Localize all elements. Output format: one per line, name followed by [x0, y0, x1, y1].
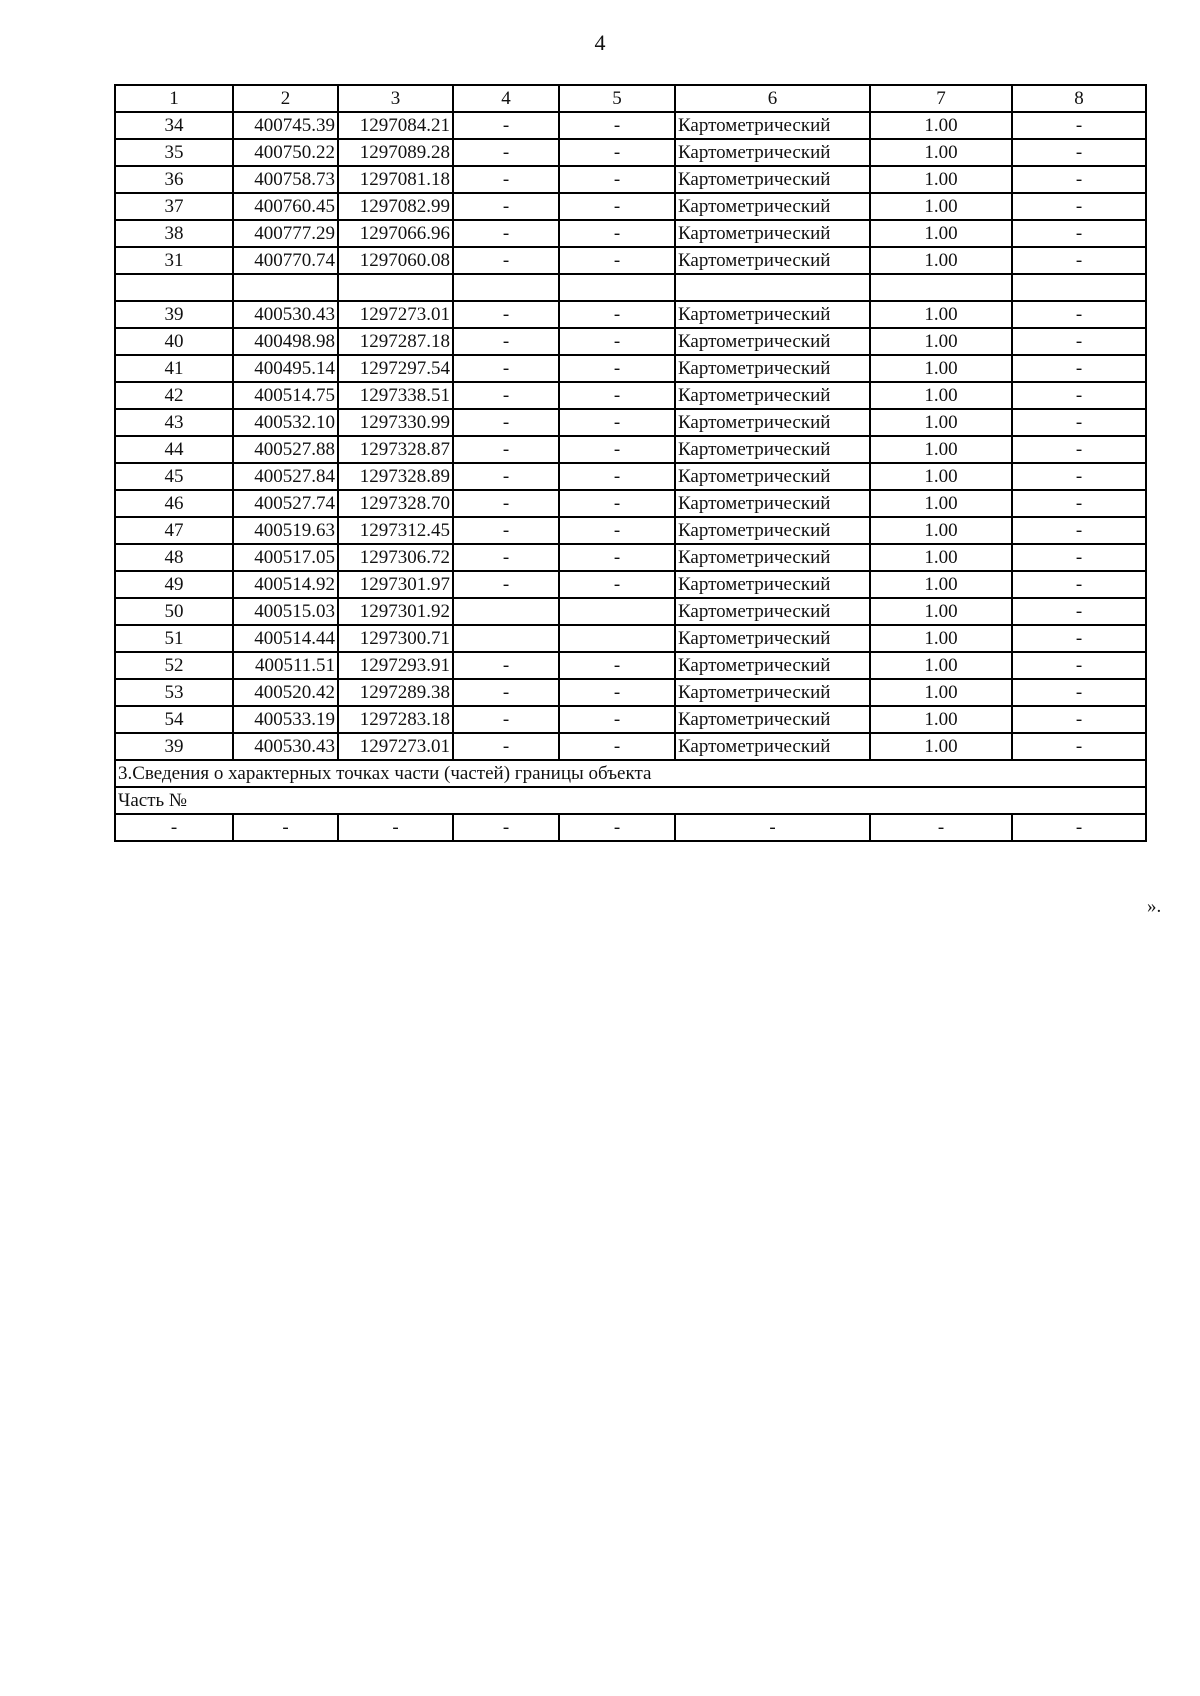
table-cell: -: [453, 463, 559, 490]
table-cell: 1297084.21: [338, 112, 453, 139]
table-cell: Картометрический: [675, 139, 870, 166]
table-cell: -: [1012, 544, 1146, 571]
table-cell: [338, 274, 453, 301]
table-cell: [675, 274, 870, 301]
table-cell: -: [453, 112, 559, 139]
header-cell: 6: [675, 85, 870, 112]
table-cell: 1.00: [870, 625, 1012, 652]
table-cell: Картометрический: [675, 733, 870, 760]
table-cell: [453, 625, 559, 652]
table-cell: Картометрический: [675, 166, 870, 193]
table-cell: 400760.45: [233, 193, 338, 220]
table-row: [115, 517, 1146, 544]
table-cell: 1297082.99: [338, 193, 453, 220]
table-cell: 1297306.72: [338, 544, 453, 571]
table-cell: Картометрический: [675, 409, 870, 436]
table-cell: 400770.74: [233, 247, 338, 274]
table-cell: -: [559, 409, 675, 436]
table-cell: -: [1012, 112, 1146, 139]
header-cell: 1: [115, 85, 233, 112]
table-cell: -: [1012, 733, 1146, 760]
table-cell: -: [1012, 247, 1146, 274]
table-row: [115, 166, 1146, 193]
table-cell: 1297089.28: [338, 139, 453, 166]
table-cell: -: [453, 652, 559, 679]
table-cell: Картометрический: [675, 625, 870, 652]
table-cell: 1.00: [870, 139, 1012, 166]
table-cell: -: [453, 814, 559, 841]
table-cell: -: [338, 814, 453, 841]
table-cell: 48: [115, 544, 233, 571]
table-row: [115, 571, 1146, 598]
table-cell: 1297328.70: [338, 490, 453, 517]
table-cell: [559, 598, 675, 625]
table-cell: 400520.42: [233, 679, 338, 706]
table-cell: -: [453, 301, 559, 328]
table-cell: Картометрический: [675, 571, 870, 598]
table-row: [115, 274, 1146, 301]
table-cell: 1.00: [870, 733, 1012, 760]
section-title-row: [115, 760, 1146, 787]
table-row: [115, 139, 1146, 166]
table-cell: 400527.88: [233, 436, 338, 463]
table-cell: Картометрический: [675, 247, 870, 274]
table-cell: 1.00: [870, 112, 1012, 139]
table-cell: -: [559, 652, 675, 679]
table-cell: -: [453, 409, 559, 436]
table-row: [115, 409, 1146, 436]
header-cell: 4: [453, 85, 559, 112]
table-row: [115, 544, 1146, 571]
table-cell: 49: [115, 571, 233, 598]
table-cell: 40: [115, 328, 233, 355]
part-label: Часть №: [115, 787, 1146, 814]
table-cell: 1.00: [870, 706, 1012, 733]
table-cell: [559, 274, 675, 301]
table-cell: 54: [115, 706, 233, 733]
header-cell: 8: [1012, 85, 1146, 112]
table-cell: 31: [115, 247, 233, 274]
table-cell: 45: [115, 463, 233, 490]
table-cell: 400532.10: [233, 409, 338, 436]
coordinates-table: [114, 84, 1147, 842]
table-cell: 37: [115, 193, 233, 220]
table-cell: -: [1012, 652, 1146, 679]
table-row: [115, 382, 1146, 409]
table-cell: -: [559, 166, 675, 193]
table-cell: -: [559, 328, 675, 355]
table-cell: 53: [115, 679, 233, 706]
table-cell: Картометрический: [675, 382, 870, 409]
table-cell: -: [559, 679, 675, 706]
table-cell: 50: [115, 598, 233, 625]
table-cell: 1.00: [870, 571, 1012, 598]
table-cell: 1.00: [870, 463, 1012, 490]
header-cell: 7: [870, 85, 1012, 112]
table-cell: 1.00: [870, 301, 1012, 328]
table-cell: Картометрический: [675, 679, 870, 706]
table-cell: -: [559, 517, 675, 544]
final-row: [115, 814, 1146, 841]
table-cell: 400527.74: [233, 490, 338, 517]
table-cell: -: [559, 112, 675, 139]
table-cell: -: [453, 517, 559, 544]
table-cell: Картометрический: [675, 652, 870, 679]
table-cell: -: [453, 544, 559, 571]
table-cell: 400527.84: [233, 463, 338, 490]
table-cell: -: [1012, 139, 1146, 166]
table-cell: Картометрический: [675, 463, 870, 490]
table-cell: -: [453, 220, 559, 247]
table-cell: -: [1012, 598, 1146, 625]
table-cell: 1297293.91: [338, 652, 453, 679]
table-cell: -: [1012, 355, 1146, 382]
table-cell: -: [453, 139, 559, 166]
table-cell: 1.00: [870, 652, 1012, 679]
table-row: [115, 328, 1146, 355]
table-cell: 400495.14: [233, 355, 338, 382]
table-row: [115, 301, 1146, 328]
table-cell: Картометрический: [675, 598, 870, 625]
table-cell: Картометрический: [675, 301, 870, 328]
table-cell: 1.00: [870, 436, 1012, 463]
table-cell: 1297300.71: [338, 625, 453, 652]
table-cell: -: [559, 490, 675, 517]
table-cell: [870, 274, 1012, 301]
table-cell: 1297312.45: [338, 517, 453, 544]
table-cell: -: [559, 193, 675, 220]
table-cell: 1.00: [870, 328, 1012, 355]
table-cell: 1297066.96: [338, 220, 453, 247]
table-cell: [559, 625, 675, 652]
table-cell: -: [559, 544, 675, 571]
table-cell: -: [453, 193, 559, 220]
table-row: [115, 220, 1146, 247]
table-row: [115, 733, 1146, 760]
table-cell: 52: [115, 652, 233, 679]
table-cell: 400514.92: [233, 571, 338, 598]
section-title: 3.Сведения о характерных точках части (частей) границы объекта: [115, 760, 1146, 787]
table-cell: 400514.75: [233, 382, 338, 409]
table-cell: -: [559, 220, 675, 247]
table-cell: 400498.98: [233, 328, 338, 355]
table-cell: Картометрический: [675, 490, 870, 517]
table-cell: 1297289.38: [338, 679, 453, 706]
table-cell: -: [1012, 328, 1146, 355]
table-cell: Картометрический: [675, 112, 870, 139]
header-cell: 3: [338, 85, 453, 112]
table-cell: 1.00: [870, 679, 1012, 706]
table-cell: 400519.63: [233, 517, 338, 544]
table-cell: 1297283.18: [338, 706, 453, 733]
table-cell: 35: [115, 139, 233, 166]
table-cell: 400533.19: [233, 706, 338, 733]
table-cell: [453, 274, 559, 301]
table-row: [115, 355, 1146, 382]
table-cell: 400745.39: [233, 112, 338, 139]
table-cell: 1.00: [870, 382, 1012, 409]
table-cell: 400517.05: [233, 544, 338, 571]
table-cell: [1012, 274, 1146, 301]
table-cell: 1297060.08: [338, 247, 453, 274]
table-cell: Картометрический: [675, 355, 870, 382]
table-cell: -: [559, 139, 675, 166]
table-cell: 1297328.89: [338, 463, 453, 490]
header-cell: 2: [233, 85, 338, 112]
table-body: [115, 112, 1146, 760]
table-cell: Картометрический: [675, 544, 870, 571]
table-cell: Картометрический: [675, 193, 870, 220]
table-cell: 34: [115, 112, 233, 139]
table-cell: -: [453, 247, 559, 274]
table-cell: 400515.03: [233, 598, 338, 625]
table-cell: 1297273.01: [338, 733, 453, 760]
table-cell: -: [453, 355, 559, 382]
table-cell: -: [559, 355, 675, 382]
table-cell: 1.00: [870, 517, 1012, 544]
table-cell: -: [1012, 679, 1146, 706]
table-cell: -: [1012, 436, 1146, 463]
table-row: [115, 679, 1146, 706]
table-row: [115, 193, 1146, 220]
table-cell: 1297330.99: [338, 409, 453, 436]
table-cell: 41: [115, 355, 233, 382]
table-cell: -: [1012, 382, 1146, 409]
table-cell: 1.00: [870, 490, 1012, 517]
table-cell: -: [453, 679, 559, 706]
table-cell: Картометрический: [675, 220, 870, 247]
table-cell: 1.00: [870, 409, 1012, 436]
table-cell: -: [1012, 301, 1146, 328]
table-cell: -: [1012, 571, 1146, 598]
table-cell: 400530.43: [233, 733, 338, 760]
table-cell: 400511.51: [233, 652, 338, 679]
table-cell: 46: [115, 490, 233, 517]
table-cell: -: [233, 814, 338, 841]
table-cell: -: [453, 733, 559, 760]
table-cell: -: [559, 463, 675, 490]
table-cell: 400777.29: [233, 220, 338, 247]
table-cell: -: [1012, 166, 1146, 193]
table-cell: 1.00: [870, 355, 1012, 382]
closing-quote-mark: ».: [1147, 896, 1162, 917]
table-row: [115, 625, 1146, 652]
table-cell: 1.00: [870, 598, 1012, 625]
table-cell: 1297287.18: [338, 328, 453, 355]
table-cell: Картометрический: [675, 328, 870, 355]
table-cell: 1297301.92: [338, 598, 453, 625]
table-cell: 36: [115, 166, 233, 193]
table-cell: 39: [115, 733, 233, 760]
table-cell: -: [1012, 220, 1146, 247]
table-cell: -: [559, 301, 675, 328]
table-cell: -: [559, 571, 675, 598]
table-cell: -: [559, 814, 675, 841]
table-cell: -: [1012, 490, 1146, 517]
table-cell: 1.00: [870, 247, 1012, 274]
table-cell: -: [453, 166, 559, 193]
table-cell: 42: [115, 382, 233, 409]
table-cell: 400750.22: [233, 139, 338, 166]
table-cell: -: [559, 706, 675, 733]
table-cell: 1.00: [870, 220, 1012, 247]
table-row: [115, 463, 1146, 490]
table-cell: -: [1012, 814, 1146, 841]
table-row: [115, 112, 1146, 139]
page-number: 4: [594, 30, 606, 55]
table-cell: -: [453, 706, 559, 733]
table-cell: 1297338.51: [338, 382, 453, 409]
table-cell: -: [115, 814, 233, 841]
table-cell: -: [559, 247, 675, 274]
table-row: [115, 598, 1146, 625]
table-cell: 1297328.87: [338, 436, 453, 463]
table-row: [115, 436, 1146, 463]
table-row: [115, 490, 1146, 517]
table-cell: Картометрический: [675, 706, 870, 733]
table-cell: 400514.44: [233, 625, 338, 652]
table-cell: Картометрический: [675, 517, 870, 544]
part-label-row: [115, 787, 1146, 814]
table-cell: -: [870, 814, 1012, 841]
table-cell: -: [453, 436, 559, 463]
table-cell: -: [675, 814, 870, 841]
table-cell: -: [559, 382, 675, 409]
table-cell: 1.00: [870, 166, 1012, 193]
table-cell: 38: [115, 220, 233, 247]
table-cell: -: [1012, 625, 1146, 652]
table-cell: -: [1012, 463, 1146, 490]
table-cell: [453, 598, 559, 625]
table-cell: 400758.73: [233, 166, 338, 193]
table-cell: -: [1012, 517, 1146, 544]
table-cell: -: [453, 571, 559, 598]
table-cell: 44: [115, 436, 233, 463]
coordinates-table-wrapper: [114, 84, 1147, 842]
table-cell: Картометрический: [675, 436, 870, 463]
table-cell: -: [453, 328, 559, 355]
table-row: [115, 706, 1146, 733]
table-cell: -: [1012, 193, 1146, 220]
table-row: [115, 652, 1146, 679]
table-row: [115, 247, 1146, 274]
table-cell: -: [559, 733, 675, 760]
table-cell: 400530.43: [233, 301, 338, 328]
table-cell: 1.00: [870, 544, 1012, 571]
table-cell: 39: [115, 301, 233, 328]
header-cell: 5: [559, 85, 675, 112]
table-cell: -: [453, 490, 559, 517]
table-cell: 51: [115, 625, 233, 652]
header-row: [115, 85, 1146, 112]
table-cell: 1297273.01: [338, 301, 453, 328]
table-cell: -: [1012, 409, 1146, 436]
table-cell: 1297081.18: [338, 166, 453, 193]
table-cell: [233, 274, 338, 301]
table-cell: -: [453, 382, 559, 409]
table-cell: 1.00: [870, 193, 1012, 220]
table-cell: 1297297.54: [338, 355, 453, 382]
table-cell: [115, 274, 233, 301]
table-cell: 43: [115, 409, 233, 436]
table-cell: 1297301.97: [338, 571, 453, 598]
table-cell: -: [1012, 706, 1146, 733]
table-cell: -: [559, 436, 675, 463]
table-cell: 47: [115, 517, 233, 544]
